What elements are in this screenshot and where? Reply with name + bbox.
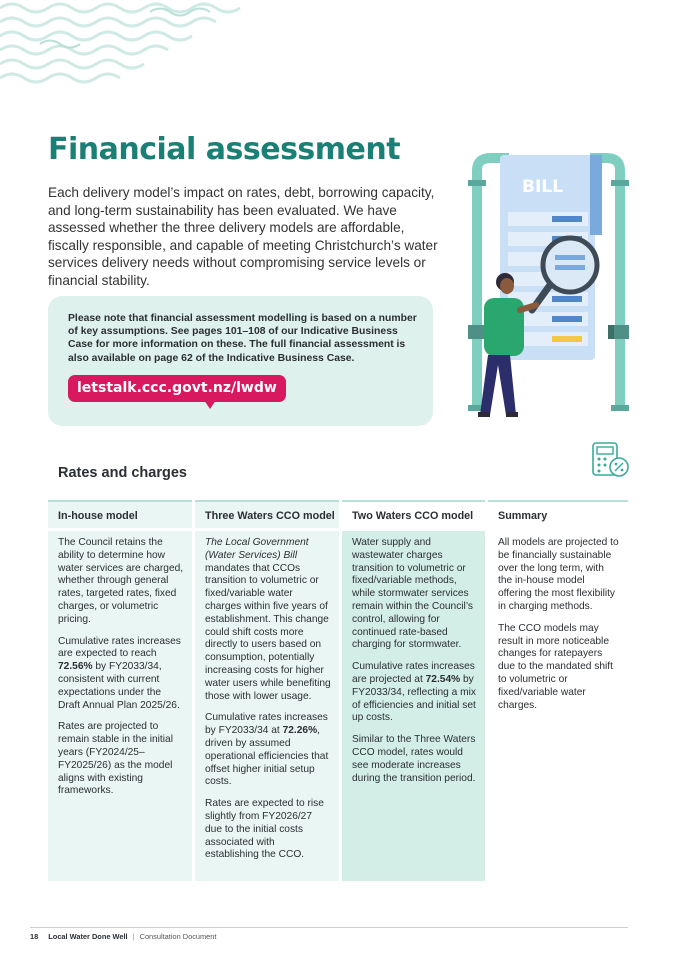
paragraph: All models are projected to be financially sustainable over the long term, with the in-house model offering the most flexibility in charging methods. — [498, 537, 619, 612]
paragraph: Cumulative rates increases by FY2033/34 at 72.26%, driven by assumed operational efficiencies that offset higher initial setup costs. — [205, 712, 329, 788]
paragraph: The Council retains the ability to determine how water services are charged, whether through general rates, targeted rates, fixed charges, or volumetric pricing. — [58, 537, 184, 625]
bill-label: BILL — [522, 177, 563, 197]
page-title: Financial assessment — [48, 132, 401, 167]
column-header: Two Waters CCO model — [342, 500, 485, 528]
table-column-two-waters — [342, 500, 485, 881]
note-text: Please note that financial assessment modelling is based on a number of key assumptions. See pages 101–108 of our Indicative Business Case for more information on these. The full financial assessment is also available on page 62 of the Indicative Business Case. — [68, 313, 417, 364]
calculator-icon — [590, 441, 630, 479]
page-number: 18 — [30, 932, 39, 941]
website-link[interactable]: letstalk.ccc.govt.nz/lwdw — [68, 375, 286, 402]
paragraph: Cumulative rates increases are projected at 72.54% by FY2033/34, reflecting a mix of efficiencies and initial set up costs. — [352, 661, 477, 724]
column-header: Three Waters CCO model — [195, 500, 339, 528]
column-header: In-house model — [48, 500, 192, 528]
table-column-summary — [488, 500, 628, 731]
paragraph: Water supply and wastewater charges transition to volumetric or fixed/variable methods, while stormwater services remain within the Council’s control, allowing for continued rate-based charging for stormwater. — [352, 537, 473, 651]
footer-divider — [30, 927, 628, 928]
bill-illustration-icon — [460, 150, 640, 430]
link-pill-tail — [204, 400, 216, 409]
table-column-three-waters — [195, 500, 339, 881]
paragraph: Rates are projected to remain stable in the initial years (FY2024/25–FY2025/26) as the model aligns with existing frameworks. — [58, 721, 173, 797]
section-title: Rates and charges — [58, 465, 187, 481]
table-column-in-house — [48, 500, 192, 881]
wave-pattern-icon — [0, 0, 300, 90]
document-type: Consultation Document — [139, 932, 217, 941]
footer-separator: | — [132, 932, 135, 941]
paragraph: The CCO models may result in more noticeable changes for ratepayers due to the mandated shift to volumetric or fixed/variable water charges. — [498, 622, 613, 711]
document-name: Local Water Done Well — [48, 932, 128, 941]
note-callout — [48, 296, 433, 426]
column-body — [488, 531, 628, 731]
paragraph: The Local Government (Water Services) Bill mandates that CCOs transition to volumetric or fixed/variable water charges within five years of establishment. This change could shift costs more directly to users based on consumption, potentially increasing costs for higher water users while benefiting those with lower usage. — [205, 537, 331, 702]
column-body — [342, 531, 485, 881]
page-footer — [30, 932, 216, 941]
column-body — [48, 531, 192, 881]
intro-paragraph: Each delivery model’s impact on rates, debt, borrowing capacity, and long-term sustainability has been evaluated. We have assessed whether the three delivery models are affordable, fiscally responsible, and capable of meeting Christchurch’s water services delivery needs without compromising service levels or financial stability. — [48, 185, 438, 288]
column-header: Summary — [488, 500, 628, 528]
paragraph: Rates are expected to rise slightly from FY2026/27 due to the initial costs associated with establishing the CCO. — [205, 798, 324, 861]
paragraph: Similar to the Three Waters CCO model, rates would see moderate increases during the transition period. — [352, 734, 476, 784]
paragraph: Cumulative rates increases are expected to reach 72.56% by FY2033/34, consistent with current expectations under the Draft Annual Plan 2025/26. — [58, 635, 181, 711]
column-body — [195, 531, 339, 881]
